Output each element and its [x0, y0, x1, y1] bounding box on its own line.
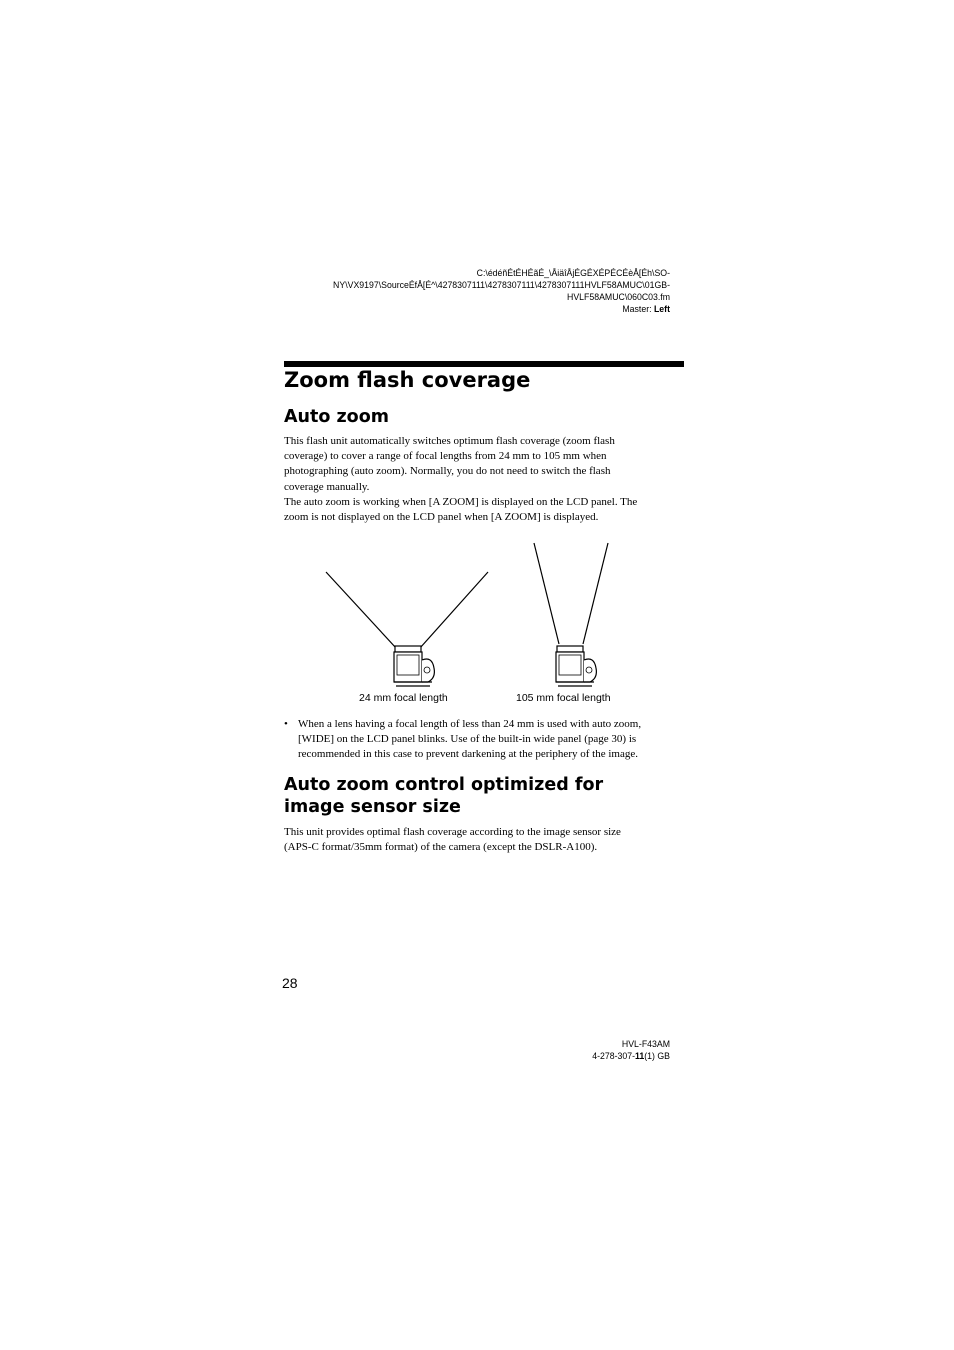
paragraph-line: (APS-C format/35mm format) of the camera (except the DSLR-A100). [284, 841, 598, 854]
document-code [569, 1051, 670, 1063]
document-path-header [330, 268, 670, 316]
paragraph-line: The auto zoom is working when [A ZOOM] is displayed on the LCD panel. The [284, 495, 638, 508]
caption-105mm: 105 mm focal length [516, 692, 611, 704]
section-heading-auto-zoom: Auto zoom [284, 407, 389, 427]
paragraph-line: photographing (auto zoom). Normally, you do not need to switch the flash [284, 465, 611, 478]
master-label: Master: [622, 304, 654, 315]
path-line-2: NY\VX9197\SourceÉfÅ[É^\4278307111\4278307111\4278307111HVLF58AMUC\01GB- [333, 280, 670, 291]
path-line-1: C:\édéñÉtÉHÉãÉ_\ÅiäîÅjÉGÉXÉPÉCÉèÅ[Éh\SO- [476, 268, 670, 279]
master-line [330, 304, 670, 316]
sensor-size-paragraph [284, 825, 676, 855]
wide-coverage-illustration [326, 572, 488, 686]
path-line-3: HVLF58AMUC\060C03.fm [567, 292, 670, 303]
page-number: 28 [282, 975, 298, 991]
heading-line: image sensor size [284, 797, 461, 817]
code-prefix: 4-278-307- [592, 1051, 636, 1062]
zoom-coverage-diagram [300, 538, 640, 688]
document-footer [569, 1039, 670, 1063]
bullet-line: [WIDE] on the LCD panel blinks. Use of the built-in wide panel (page 30) is [298, 733, 637, 746]
paragraph-line: This unit provides optimal flash coverage according to the image sensor size [284, 826, 621, 838]
model-number: HVL-F43AM [621, 1039, 670, 1050]
tele-coverage-illustration [534, 543, 608, 686]
bullet-line: recommended in this case to prevent darkening at the periphery of the image. [298, 748, 638, 761]
caption-24mm: 24 mm focal length [359, 692, 448, 704]
paragraph-line: This flash unit automatically switches optimum flash coverage (zoom flash [284, 435, 615, 447]
heading-line: Auto zoom control optimized for [284, 775, 604, 795]
paragraph-line: zoom is not displayed on the LCD panel when [A ZOOM] is displayed. [284, 511, 599, 524]
bullet-mark: • [284, 718, 288, 730]
master-value: Left [653, 304, 670, 315]
flash-unit-icon [394, 646, 434, 686]
page-title: Zoom flash coverage [284, 368, 531, 392]
section-heading-sensor-size [284, 774, 603, 818]
code-suffix: (1) GB [644, 1051, 670, 1062]
auto-zoom-paragraph [284, 434, 676, 525]
bullet-note [298, 717, 678, 763]
paragraph-line: coverage manually. [284, 480, 370, 493]
paragraph-line: coverage) to cover a range of focal lengths from 24 mm to 105 mm when [284, 450, 607, 463]
flash-unit-icon [556, 646, 596, 686]
code-bold: 11 [635, 1051, 645, 1062]
bullet-line: When a lens having a focal length of less than 24 mm is used with auto zoom, [298, 718, 642, 730]
